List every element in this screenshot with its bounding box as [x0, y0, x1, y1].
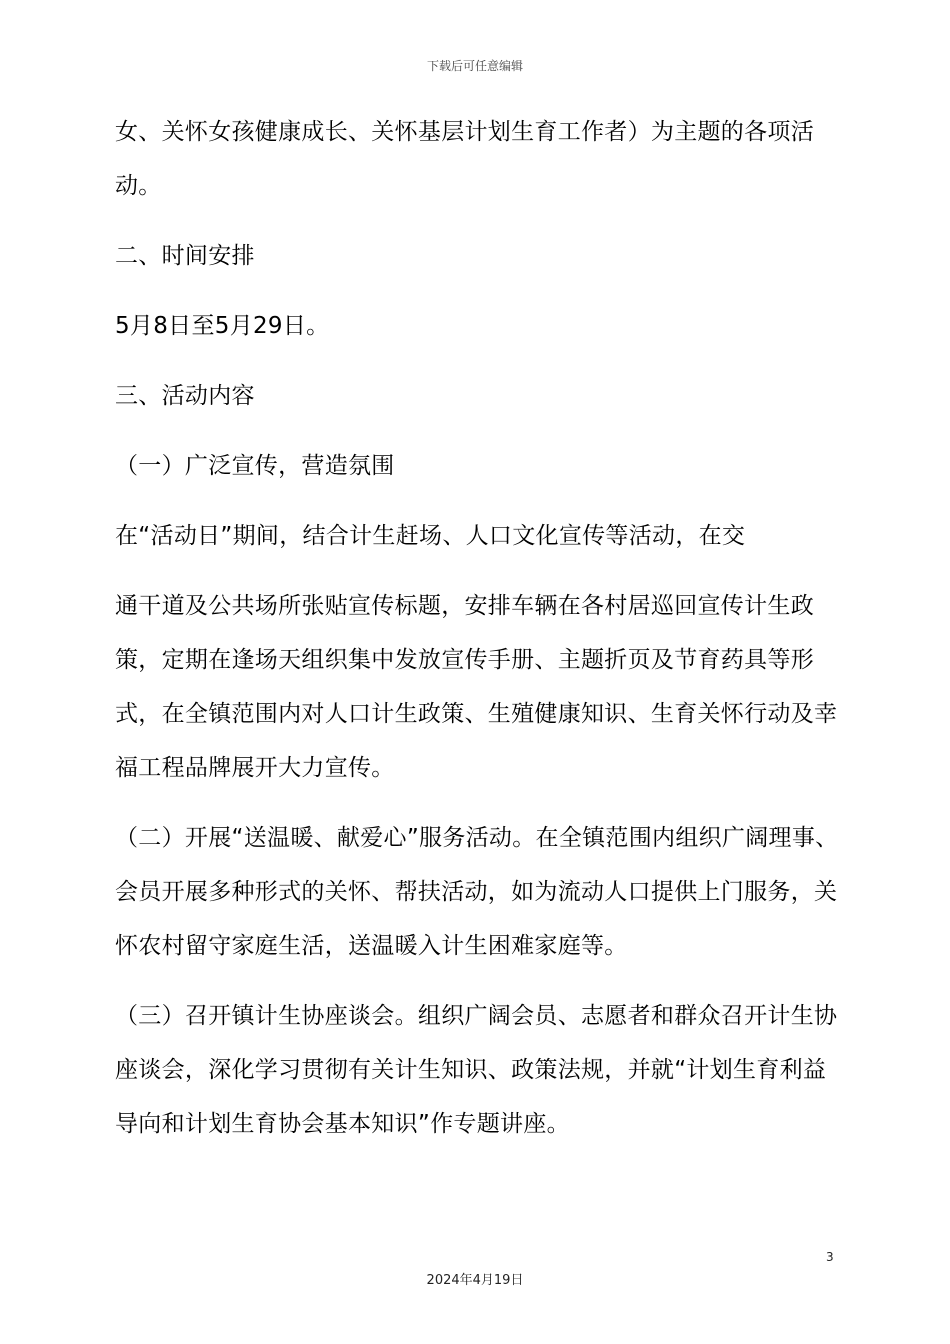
body-line: 动。	[115, 173, 162, 199]
body-line: 式，在全镇范围内对人口计生政策、生殖健康知识、生育关怀行动及幸	[115, 701, 838, 727]
body-line: 女、关怀女孩健康成长、关怀基层计划生育工作者）为主题的各项活	[115, 119, 814, 145]
body-line: （三）召开镇计生协座谈会。组织广阔会员、志愿者和群众召开计生协	[115, 1003, 838, 1029]
section-heading: 二、时间安排	[115, 243, 255, 269]
subsection-heading: （一）广泛宣传，营造氛围	[115, 453, 395, 479]
body-line: 在“活动日”期间，结合计生赶场、人口文化宣传等活动，在交	[115, 523, 746, 549]
page-number: 3	[826, 1250, 834, 1264]
body-line: （二）开展“送温暖、献爱心”服务活动。在全镇范围内组织广阔理事、	[115, 825, 839, 851]
body-line: 通干道及公共场所张贴宣传标题，安排车辆在各村居巡回宣传计生政	[115, 593, 814, 619]
footer-date: 2024年4月19日	[426, 1273, 524, 1288]
section-heading: 三、活动内容	[115, 383, 255, 409]
body-line: 福工程品牌展开大力宣传。	[115, 755, 395, 781]
header-note: 下载后可任意编辑	[426, 59, 523, 73]
body-line: 导向和计划生育协会基本知识”作专题讲座。	[115, 1111, 570, 1137]
body-line: 座谈会，深化学习贯彻有关计生知识、政策法规，并就“计划生育利益	[115, 1057, 827, 1083]
body-line: 怀农村留守家庭生活，送温暖入计生困难家庭等。	[115, 933, 628, 959]
body-line: 策，定期在逢场天组织集中发放宣传手册、主题折页及节育药具等形	[115, 647, 814, 673]
body-line: 会员开展多种形式的关怀、帮扶活动，如为流动人口提供上门服务，关	[115, 879, 838, 905]
body-line: 5月8日至5月29日。	[115, 313, 330, 339]
